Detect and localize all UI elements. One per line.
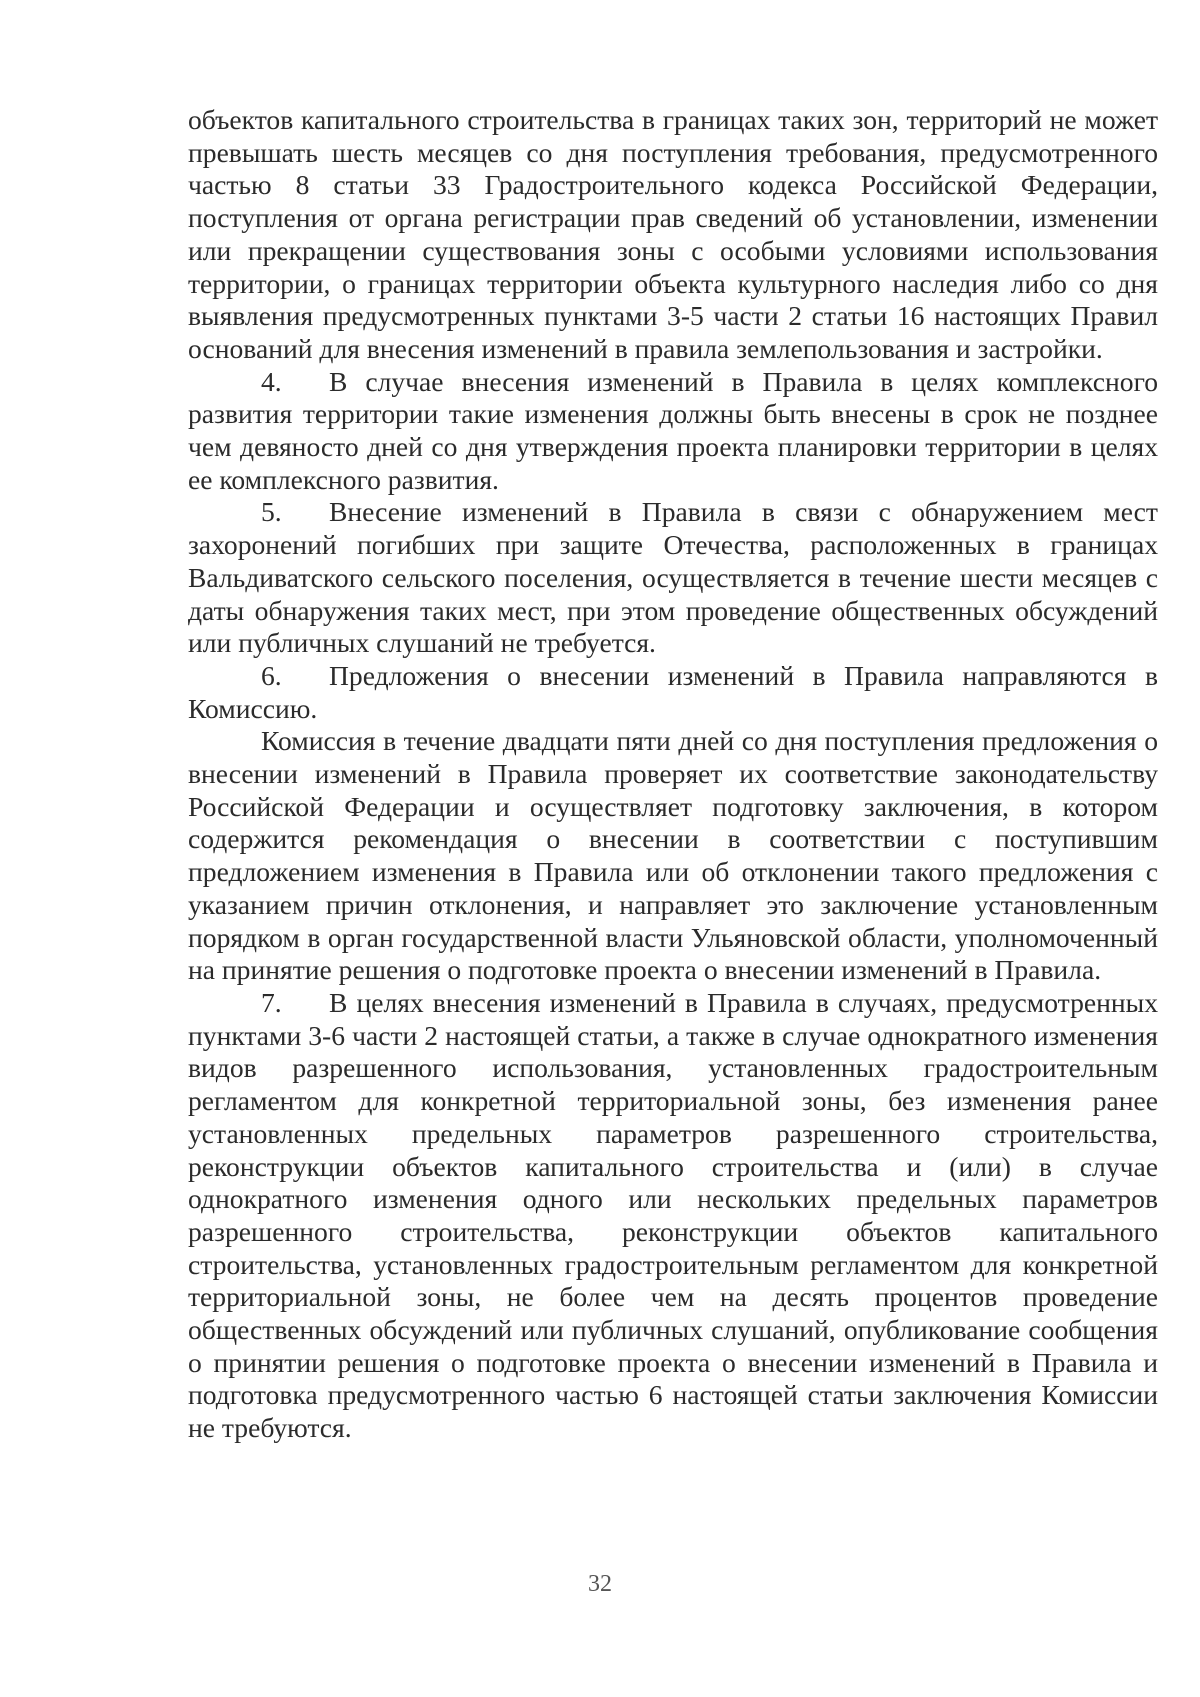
paragraph-item-6 <box>188 660 1158 725</box>
paragraph-number: 4. <box>261 365 282 397</box>
paragraph-text: Комиссия в течение двадцати пяти дней со дня поступления предложения о внесении изменений в Правила проверяет их соответствие законодательству Российской Федерации и осуществляет подготовку заключения, в котором содержится рекомендация о внесении в соответствии с поступившим предложением изменения в Правила или об отклонении такого предложения с указанием причин отклонения, и направляет это заключение установленным порядком в орган государственной власти Ульяновской области, уполномоченный на принятие решения о подготовке проекта о внесении изменений в Правила. <box>188 725 1158 986</box>
paragraph-item-4 <box>188 366 1158 497</box>
document-body <box>188 104 1158 1445</box>
paragraph-text: Внесение изменений в Правила в связи с обнаружением мест захоронений погибших при защите Отечества, расположенных в границах Вальдиватского сельского поселения, осуществляется в течение шести месяцев с даты обнаружения таких мест, при этом проведение общественных обсуждений или публичных слушаний не требуется. <box>188 496 1158 659</box>
paragraph-text: В целях внесения изменений в Правила в случаях, предусмотренных пунктами 3-6 части 2 настоящей статьи, а также в случае однократного изменения видов разрешенного использования, установленных градостроительным регламентом для конкретной территориальной зоны, без изменения ранее установленных предельных параметров разрешенного строительства, реконструкции объектов капитального строительства и (или) в случае однократного изменения одного или нескольких предельных параметров разрешенного строительства, реконструкции объектов капитального строительства, установленных градостроительным регламентом для конкретной территориальной зоны, не более чем на десять процентов проведение общественных обсуждений или публичных слушаний, опубликование сообщения о принятии решения о подготовке проекта о внесении изменений в Правила и подготовка предусмотренного частью 6 настоящей статьи заключения Комиссии не требуются. <box>188 986 1158 1444</box>
paragraph-number: 7. <box>261 986 282 1018</box>
paragraph-commission <box>188 725 1158 987</box>
paragraph-text: В случае внесения изменений в Правила в целях комплексного развития территории такие изменения должны быть внесены в срок не позднее чем девяносто дней со дня утверждения проекта планировки территории в целях ее комплексного развития. <box>188 365 1158 495</box>
page-number: 32 <box>588 1571 612 1597</box>
paragraph-text: Предложения о внесении изменений в Правила направляются в Комиссию. <box>188 659 1158 724</box>
paragraph-item-7 <box>188 987 1158 1445</box>
paragraph-item-5 <box>188 496 1158 660</box>
paragraph-number: 5. <box>261 496 282 528</box>
paragraph-number: 6. <box>261 659 282 691</box>
paragraph-continuation <box>188 104 1158 366</box>
paragraph-text: объектов капитального строительства в границах таких зон, территорий не может превышать шесть месяцев со дня поступления требования, предусмотренного частью 8 статьи 33 Градостроительного кодекса Российской Федерации, поступления от органа регистрации прав сведений об установлении, изменении или прекращении существования зоны с особыми условиями использования территории, о границах территории объекта культурного наследия либо со дня выявления предусмотренных пунктами 3-5 части 2 статьи 16 настоящих Правил оснований для внесения изменений в правила землепользования и застройки. <box>188 104 1158 364</box>
